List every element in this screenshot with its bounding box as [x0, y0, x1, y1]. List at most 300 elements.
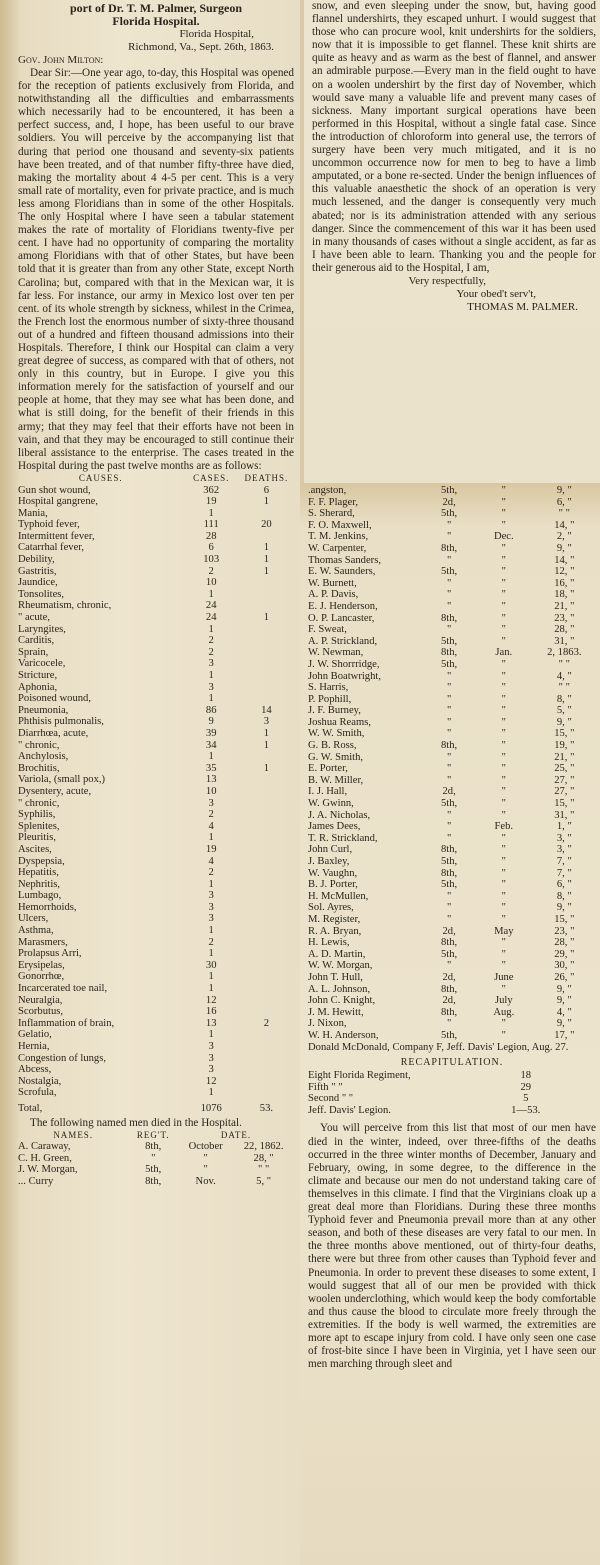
- died-last-entry: Donald McDonald, Company F, Jeff. Davis' Legion, Aug. 27.: [308, 1041, 569, 1053]
- died-row-cell: 8th,: [145, 1176, 162, 1188]
- died-row: [18, 1141, 294, 1153]
- cases-row-cell: 1: [208, 971, 214, 983]
- died-row-cell: 5th,: [441, 948, 458, 960]
- died-row-cell: ": [446, 531, 452, 543]
- died-row: [308, 717, 596, 729]
- cases-row-cell: Marasmers,: [18, 936, 68, 948]
- cases-row-cell: [239, 960, 294, 972]
- died-row-cell: T. M. Jenkins,: [308, 531, 369, 543]
- died-row-cell: " ": [558, 658, 570, 670]
- died-row-cell: S. Sherard,: [308, 508, 355, 520]
- died-row-cell: 6, ": [556, 496, 572, 508]
- signature: THOMAS M. PALMER.: [467, 300, 578, 313]
- cases-row-cell: Pneumonia,: [18, 704, 69, 716]
- died-row-cell: 8th,: [441, 542, 458, 554]
- died-row-cell: W. Newman,: [308, 647, 364, 659]
- cases-row-cell: Catarrhal fever,: [18, 542, 85, 554]
- cases-row-cell: 1: [208, 751, 214, 763]
- died-row-cell: A. L. Johnson,: [308, 983, 371, 995]
- cases-row-cell: [239, 1064, 294, 1076]
- died-row-cell: 26, ": [554, 971, 575, 983]
- cases-row: [18, 1006, 294, 1018]
- died-row-cell: 9, ": [556, 995, 572, 1007]
- cases-row-cell: 86: [205, 704, 217, 716]
- cases-row: [18, 600, 294, 612]
- died-row-cell: Nov.: [195, 1176, 216, 1188]
- died-row-cell: ": [501, 960, 506, 972]
- cases-row-cell: Dyspepsia,: [18, 855, 65, 867]
- cases-row-cell: 111: [203, 519, 219, 531]
- died-row-cell: John Boatwright,: [308, 670, 381, 682]
- cases-row: [18, 937, 294, 949]
- died-row-cell: G. B. Ross,: [308, 740, 357, 752]
- cases-row-cell: 362: [203, 484, 220, 496]
- died-row-cell: 16, ": [554, 577, 575, 589]
- died-row-cell: 1, ": [556, 821, 572, 833]
- died-row: [308, 844, 596, 856]
- died-row-cell: ": [501, 612, 506, 624]
- died-row: [308, 647, 596, 659]
- died-row-cell: 29, ": [554, 948, 575, 960]
- died-row-cell: E. W. Saunders,: [308, 566, 376, 578]
- cases-row-cell: 4: [208, 820, 214, 832]
- died-row-cell: ": [501, 1018, 506, 1030]
- cases-row-cell: 14: [261, 704, 272, 716]
- died-row-cell: ": [501, 913, 506, 925]
- died-table-header: [18, 1130, 294, 1142]
- died-row-cell: ": [501, 600, 506, 612]
- died-row-cell: ": [446, 519, 452, 531]
- died-row-cell: ": [501, 624, 506, 636]
- died-row-cell: ": [446, 705, 452, 717]
- cases-row: [18, 983, 294, 995]
- died-row-cell: 5th,: [441, 566, 458, 578]
- died-row-cell: ": [501, 890, 506, 902]
- cases-row-cell: [239, 821, 294, 833]
- died-row-cell: 27, ": [554, 774, 575, 786]
- cases-row-cell: [239, 508, 294, 520]
- died-row: [308, 728, 596, 740]
- died-row: [308, 926, 596, 938]
- cases-row-cell: 12: [205, 1075, 217, 1087]
- died-row: [308, 868, 596, 880]
- died-row: [308, 891, 596, 903]
- died-row-cell: 8, ": [556, 693, 572, 705]
- died-row-cell: ": [501, 693, 506, 705]
- died-row-cell: ": [501, 844, 506, 856]
- cases-row: [18, 821, 294, 833]
- cases-row: [18, 554, 294, 566]
- died-right-body: [308, 485, 596, 1042]
- died-row-cell: ": [501, 774, 506, 786]
- cases-row: [18, 774, 294, 786]
- died-row-cell: G. W. Smith,: [308, 751, 364, 763]
- cases-row: [18, 948, 294, 960]
- cases-row: [18, 798, 294, 810]
- cases-row-cell: [239, 682, 294, 694]
- died-row-cell: 2d,: [442, 786, 456, 798]
- cases-table: [18, 473, 294, 1115]
- died-row-cell: James Dees,: [308, 821, 361, 833]
- cases-row-cell: 12: [205, 994, 217, 1006]
- died-row-cell: 8th,: [145, 1141, 162, 1153]
- cases-row-cell: Ascites,: [18, 843, 52, 855]
- cases-row-cell: 2: [208, 809, 214, 821]
- died-row-cell: ": [501, 798, 506, 810]
- died-row-cell: ": [501, 983, 506, 995]
- dateline: Richmond, Va., Sept. 26th, 1863.: [128, 41, 274, 53]
- died-row-cell: ": [446, 832, 452, 844]
- cases-row-cell: 1: [263, 762, 270, 774]
- died-row: [308, 624, 596, 636]
- cases-row: [18, 1041, 294, 1053]
- died-row: [308, 555, 596, 567]
- cases-row-cell: [239, 809, 294, 821]
- died-row-cell: June: [494, 971, 514, 983]
- cases-row-cell: [239, 1087, 294, 1099]
- cases-row: [18, 589, 294, 601]
- died-row-cell: ": [501, 635, 506, 647]
- died-row-cell: 8, ": [556, 890, 572, 902]
- cases-row: [18, 995, 294, 1007]
- recap-row-cell: Fifth " ": [308, 1081, 343, 1093]
- died-row-cell: 5th,: [441, 856, 458, 867]
- died-row-cell: ": [501, 937, 506, 949]
- died-table-right: [308, 485, 596, 1042]
- cases-row-cell: 1: [263, 727, 270, 739]
- cases-row-cell: Syphilis,: [18, 809, 56, 821]
- cases-row-cell: 3: [208, 1041, 214, 1052]
- died-row: [308, 636, 596, 648]
- cases-row-cell: 13: [205, 774, 217, 786]
- died-row: [308, 1007, 596, 1019]
- died-row-cell: 3, ": [556, 832, 572, 844]
- cases-row: [18, 751, 294, 763]
- letter-paragraph: Dear Sir:—One year ago, to-day, this Hospital was opened for the reception of patients exclusively from Florida, and notwithstanding all the difficulties and embarrassments which necessarily had to be encountered, it has been a perfect success, and, I hope, has been useful to our brave soldiers. You will perceive by the accompanying list that during that period one thousand and seventy-six patients have been treated, and of that number fifty-three have died, making the mortality about 4 4-5 per cent. This is a very small rate of mortality, even for private practice, and is much less among Floridians than in some of the other Hospitals. The only Hospital where I have seen a tabular statement makes the rate of mortality of Floridians twenty-five per cent. I have had no opportunity of comparing the mortality among Floridians with that of other States, but have been told that it is greater than from any other State, except North Carolina; but, compared with that in the Mexican war, it is far less. For instance, our army in Mexico lost over ten per cent. of its whole strength by sickness, whilest in the Crimea, the French lost the enormous number of sixty-three thousand out of a hundred and fifteen thousand admissions into their Hospitals. Therefore, I think our Hospital can claim a very great degree of success, as compared with that of others, not only in this country, but in Europe. I give you this information merely for the satisfaction of yourself and our people at home, that they may see what has been done, and what is still doing, for the benefit of their friends in this army; that they may feel that their efforts have not been in vain, and that they may be encouraged to still continue their liberal assistance to the enterprise. The cases treated in the Hospital during the past twelve months are as follows:: [18, 67, 294, 472]
- cases-row: [18, 844, 294, 856]
- recap-row-cell: 5: [523, 1093, 529, 1105]
- recap-row-cell: 18: [520, 1070, 532, 1082]
- cases-row-cell: 103: [203, 554, 220, 566]
- died-row-cell: 17, ": [554, 1029, 575, 1041]
- died-row-cell: .angston,: [308, 485, 347, 496]
- cases-row-cell: 1: [208, 623, 214, 635]
- died-row-cell: " ": [558, 682, 570, 694]
- cases-row-cell: 19: [205, 496, 217, 508]
- died-row-cell: 8th,: [441, 937, 458, 949]
- died-row-cell: 9, ": [556, 542, 572, 554]
- cases-row: [18, 1053, 294, 1065]
- cases-row-cell: Prolapsus Arri,: [18, 948, 82, 960]
- place-line: Florida Hospital,: [179, 28, 254, 40]
- cases-row-cell: [239, 531, 294, 543]
- died-row: [308, 671, 596, 683]
- died-row-cell: ": [446, 728, 452, 740]
- cases-row-cell: Ulcers,: [18, 913, 49, 925]
- died-row-cell: Dec.: [493, 531, 514, 543]
- died-row-cell: ": [501, 740, 506, 752]
- died-row-cell: 2d,: [442, 925, 456, 937]
- report-title: port of Dr. T. M. Palmer, Surgeon: [70, 1, 242, 15]
- died-row-cell: A. Caraway,: [18, 1141, 71, 1153]
- died-row-cell: 5th,: [441, 1029, 458, 1041]
- died-row-cell: 9, ": [556, 716, 572, 728]
- cases-row-cell: Hemorrhoids,: [18, 901, 77, 913]
- died-row-cell: Sol. Ayres,: [308, 902, 354, 914]
- cases-row-cell: 3: [208, 797, 214, 809]
- cases-row-cell: Hernia,: [18, 1041, 50, 1052]
- died-row: [308, 508, 596, 520]
- died-row-cell: ": [446, 600, 452, 612]
- died-row-cell: 9, ": [556, 485, 572, 496]
- died-row: [308, 914, 596, 926]
- cases-row-cell: Intermittent fever,: [18, 530, 95, 542]
- died-row-cell: 30, ": [554, 960, 575, 972]
- died-row-cell: ": [446, 751, 452, 763]
- cases-row-cell: 1: [208, 670, 214, 681]
- died-row-cell: ": [501, 554, 506, 566]
- died-row-cell: ": [501, 670, 506, 682]
- cases-row-cell: 10: [205, 785, 217, 797]
- died-row-cell: 15, ": [554, 913, 575, 925]
- died-row-cell: 3, ": [556, 844, 572, 856]
- died-row-cell: 31, ": [554, 635, 575, 647]
- cases-row: [18, 740, 294, 752]
- recap-table: [308, 1070, 553, 1116]
- died-row-cell: 23, ": [554, 612, 575, 624]
- cases-row-cell: 24: [205, 612, 217, 624]
- died-row-cell: October: [188, 1141, 223, 1153]
- died-row-cell: July: [494, 995, 513, 1007]
- cases-row-cell: Mania,: [18, 507, 48, 519]
- cases-row-cell: Asthma,: [18, 925, 54, 937]
- died-row-cell: 7, ": [556, 867, 572, 879]
- died-row-cell: 8th,: [441, 844, 458, 856]
- died-row-cell: 2, 1863.: [547, 647, 582, 659]
- died-row-cell: ": [446, 890, 452, 902]
- cases-row: [18, 658, 294, 670]
- cases-row: [18, 1064, 294, 1076]
- died-row-cell: J. Nixon,: [308, 1018, 347, 1030]
- died-row-cell: 7, ": [556, 856, 572, 867]
- died-row-cell: 6, ": [556, 879, 572, 891]
- died-row-cell: ": [203, 1152, 208, 1164]
- causes-header: CAUSES.: [78, 472, 123, 483]
- cases-row-cell: [239, 937, 294, 949]
- died-row-cell: J. Baxley,: [308, 856, 350, 867]
- died-row-cell: 4, ": [556, 1006, 572, 1018]
- died-row-cell: H. McMullen,: [308, 890, 369, 902]
- died-row: [308, 949, 596, 961]
- died-row-cell: 5th,: [441, 635, 458, 647]
- died-row-cell: John Curl,: [308, 844, 353, 856]
- cases-row: [18, 960, 294, 972]
- cases-row: [18, 809, 294, 821]
- died-row-cell: W. Burnett,: [308, 577, 357, 589]
- died-row: [308, 659, 596, 671]
- died-row-cell: ": [501, 763, 506, 775]
- cases-row-cell: [239, 902, 294, 914]
- cases-total-row: [18, 1099, 294, 1115]
- died-row-cell: B. W. Miller,: [308, 774, 364, 786]
- cases-row: [18, 913, 294, 925]
- cases-row-cell: [239, 635, 294, 647]
- cases-row-cell: 2: [208, 936, 214, 948]
- died-row-cell: A. P. Davis,: [308, 589, 359, 601]
- cases-row-cell: [239, 1076, 294, 1088]
- cases-row-cell: [239, 798, 294, 810]
- cases-row-cell: Laryngites,: [18, 623, 66, 635]
- cases-row-cell: Debility,: [18, 554, 55, 566]
- cases-row-cell: [239, 913, 294, 925]
- cases-row-cell: Abcess,: [18, 1064, 52, 1076]
- died-row-cell: A. P. Strickland,: [308, 635, 378, 647]
- total-label: Total,: [18, 1102, 43, 1114]
- cases-row-cell: Jaundice,: [18, 577, 58, 589]
- cases-row-cell: [239, 1053, 294, 1065]
- died-row-cell: 5th,: [441, 879, 458, 891]
- recap-row-cell: Jeff. Davis' Legion.: [308, 1104, 391, 1116]
- died-row-cell: ": [501, 542, 506, 554]
- cases-row-cell: [239, 589, 294, 601]
- died-row-cell: ": [501, 508, 506, 520]
- cases-row-cell: 1: [263, 496, 270, 508]
- died-row: [308, 531, 596, 543]
- cases-row-cell: 3: [208, 913, 214, 925]
- cases-row-cell: 2: [208, 635, 214, 647]
- died-row-cell: 2d,: [442, 995, 456, 1007]
- cases-row-cell: Splenites,: [18, 820, 60, 832]
- cases-row-cell: Carditis,: [18, 635, 55, 647]
- cases-row-cell: 16: [205, 1006, 217, 1018]
- died-row-cell: 21, ": [554, 751, 575, 763]
- cases-row-cell: [239, 1029, 294, 1041]
- cases-row-cell: Rheumatism, chronic,: [18, 600, 112, 612]
- cases-row-cell: Stricture,: [18, 670, 58, 681]
- died-row-cell: ": [446, 577, 452, 589]
- cases-row-cell: 6: [263, 484, 270, 496]
- died-row-cell: 28, ": [554, 937, 575, 949]
- died-row-cell: ": [446, 821, 452, 833]
- died-row-cell: ": [446, 670, 452, 682]
- died-row-cell: ": [501, 577, 506, 589]
- cases-row-cell: Poisoned wound,: [18, 693, 91, 705]
- died-row-cell: ": [501, 856, 506, 867]
- cases-row-cell: Incarcerated toe nail,: [18, 983, 108, 995]
- recap-title: RECAPITULATION.: [400, 1057, 504, 1069]
- cases-row-cell: Aphonia,: [18, 681, 58, 693]
- died-row-cell: ": [501, 879, 506, 891]
- died-row-cell: H. Lewis,: [308, 937, 350, 949]
- died-row-cell: ": [501, 867, 506, 879]
- cases-row: [18, 566, 294, 578]
- cases-row-cell: Scrofula,: [18, 1087, 57, 1099]
- died-row-cell: Jan.: [495, 647, 513, 659]
- cases-row: [18, 1087, 294, 1099]
- cases-row-cell: 6: [208, 542, 214, 554]
- cases-row-cell: 39: [205, 727, 217, 739]
- cases-row-cell: 34: [205, 739, 217, 751]
- cases-row-cell: [239, 647, 294, 659]
- died-row-cell: ": [501, 716, 506, 728]
- cases-row-cell: 1: [208, 983, 214, 995]
- cases-row-cell: [239, 983, 294, 995]
- died-row-cell: 14, ": [554, 519, 575, 531]
- died-row-cell: 2d,: [442, 971, 456, 983]
- cases-row-cell: 3: [208, 1064, 214, 1076]
- recap-row-cell: 29: [520, 1081, 532, 1093]
- died-row-cell: B. J. Porter,: [308, 879, 358, 891]
- died-row-cell: 2, ": [556, 531, 572, 543]
- died-row-cell: 23, ": [554, 925, 575, 937]
- cases-row-cell: [239, 658, 294, 670]
- died-row-cell: 25, ": [554, 763, 575, 775]
- died-row-cell: 9, ": [556, 983, 572, 995]
- cases-row-cell: [239, 867, 294, 879]
- died-row-cell: 9, ": [556, 902, 572, 914]
- died-row-cell: 8th,: [441, 612, 458, 624]
- died-row-cell: F. F. Plager,: [308, 496, 358, 508]
- died-row-cell: 15, ": [554, 728, 575, 740]
- total-deaths: 53.: [259, 1102, 274, 1114]
- cases-row: [18, 1076, 294, 1088]
- cases-row-cell: Gonorrhœ,: [18, 971, 65, 983]
- died-row-cell: 5th,: [441, 658, 458, 670]
- died-row-cell: ": [501, 566, 506, 578]
- cases-row-cell: Pleuritis,: [18, 832, 56, 844]
- died-row: [308, 543, 596, 555]
- cases-row-cell: [239, 693, 294, 705]
- died-row-cell: ": [446, 589, 452, 601]
- died-row-cell: ": [501, 519, 506, 531]
- cases-row: [18, 925, 294, 937]
- cases-row-cell: [239, 832, 294, 844]
- cases-table-header: [18, 473, 294, 485]
- date-header: DATE.: [220, 1129, 252, 1140]
- died-row: [308, 601, 596, 613]
- died-row-cell: 8th,: [441, 740, 458, 752]
- died-row: [18, 1164, 294, 1176]
- cases-row-cell: [239, 624, 294, 636]
- report-subtitle: Florida Hospital.: [112, 14, 200, 28]
- cases-row-cell: [239, 774, 294, 786]
- died-row-cell: ": [446, 1018, 452, 1030]
- died-row: [308, 705, 596, 717]
- died-row-cell: ": [446, 554, 452, 566]
- died-row-cell: R. A. Bryan,: [308, 925, 362, 937]
- cases-row: [18, 635, 294, 647]
- cases-row: [18, 508, 294, 520]
- died-intro: The following named men died in the Hospital.: [30, 1116, 242, 1129]
- cases-row-cell: Gun shot wound,: [18, 484, 91, 496]
- died-row-cell: 5th,: [441, 508, 458, 520]
- cases-row-cell: 3: [263, 716, 270, 728]
- cases-row-cell: Tonsolites,: [18, 588, 65, 600]
- cases-row-cell: 3: [208, 1052, 214, 1064]
- cases-row: [18, 716, 294, 728]
- cases-row-cell: 20: [261, 519, 272, 531]
- cases-row-cell: [239, 577, 294, 589]
- died-row-cell: 2d,: [442, 496, 456, 508]
- recap-row-cell: Second " ": [308, 1093, 354, 1105]
- cases-row: [18, 693, 294, 705]
- died-row: [308, 960, 596, 972]
- died-row: [308, 740, 596, 752]
- cases-row: [18, 786, 294, 798]
- died-row-cell: ": [501, 485, 506, 496]
- died-row-cell: ": [151, 1152, 156, 1164]
- cases-row-cell: 4: [208, 855, 214, 867]
